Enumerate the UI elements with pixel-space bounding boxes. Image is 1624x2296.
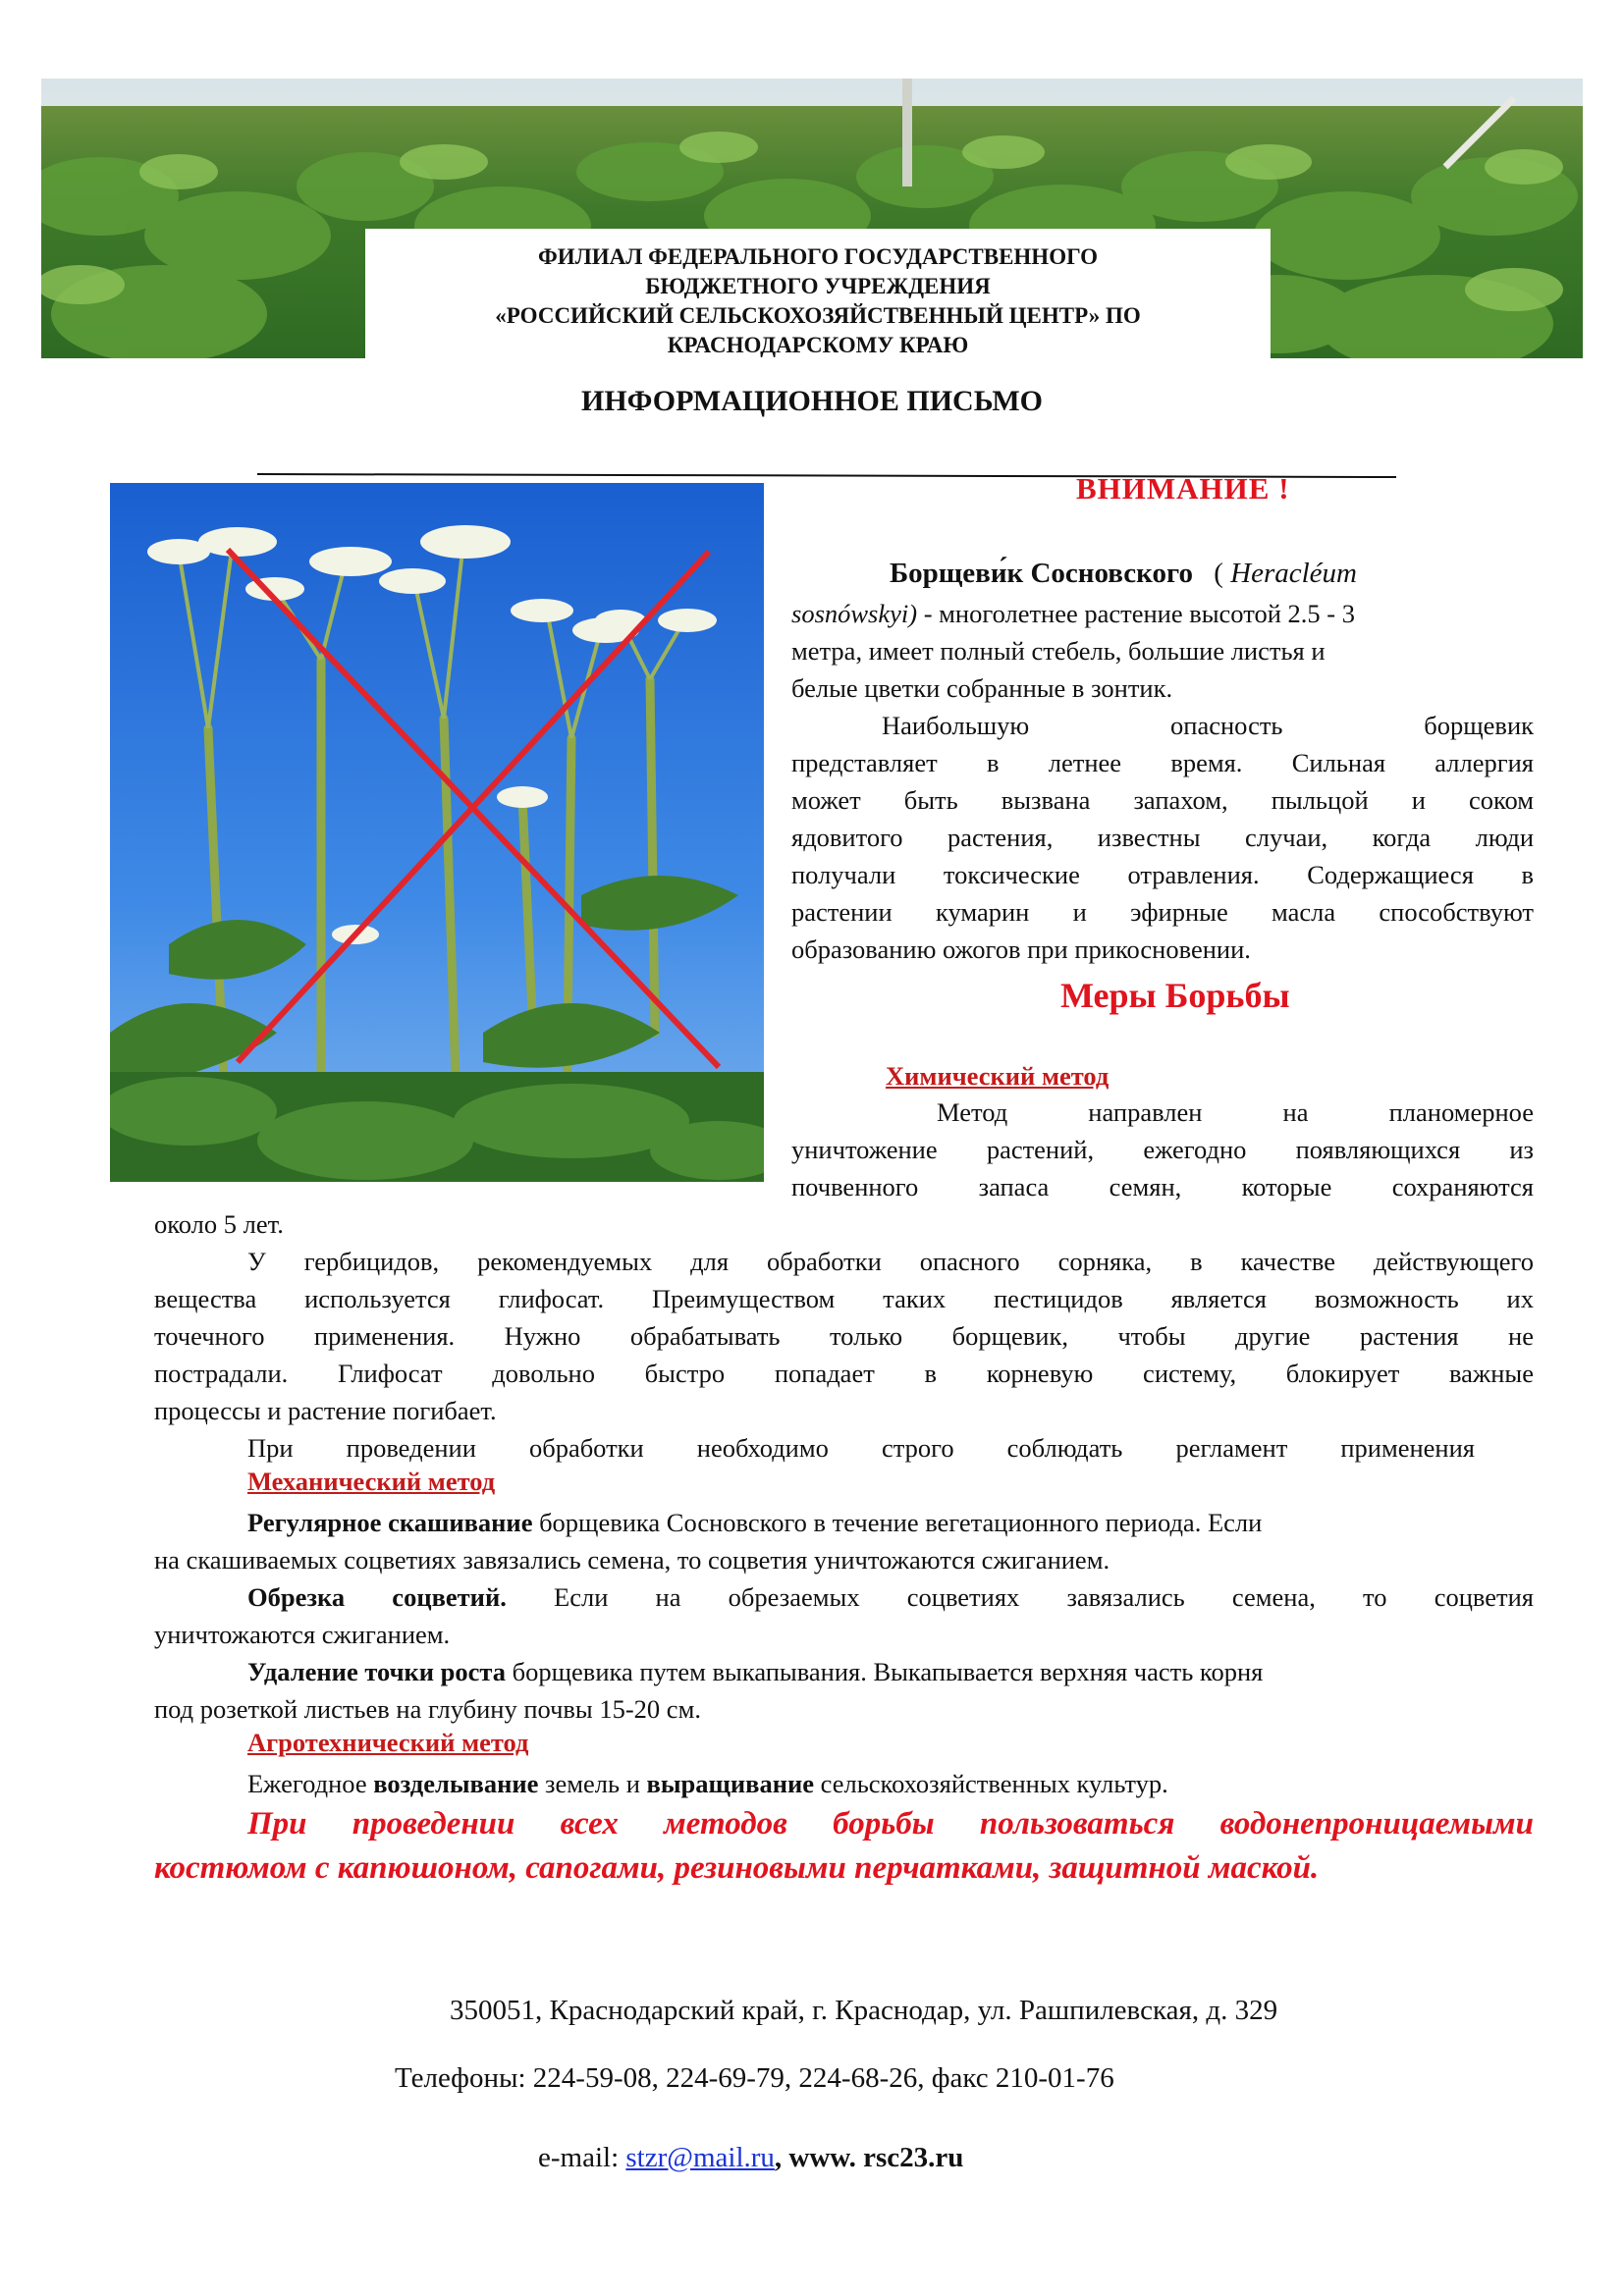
agro-text: земель и	[538, 1769, 647, 1798]
latin-name: Heracléum	[1230, 558, 1357, 589]
address: 350051, Краснодарский край, г. Краснодар, ул. Рашпилевская, д. 329	[450, 1995, 1278, 2026]
letter-title: ИНФОРМАЦИОННОЕ ПИСЬМО	[580, 385, 1043, 417]
danger-line: образованию ожогов при прикосновении.	[791, 934, 1251, 964]
warning-line: костюмом с капюшоном, сапогами, резиновыми перчатками, защитной маской.	[154, 1850, 1320, 1886]
mowing-text: борщевика Сосновского в течение вегетационного периода. Если	[532, 1508, 1263, 1537]
safety-warning	[154, 1802, 1534, 1891]
root-removal-text: борщевика путем выкапывания. Выкапывается верхняя часть корня	[506, 1657, 1264, 1686]
chemical-method-heading: Химический метод	[886, 1061, 1110, 1091]
herbicide-line: У гербицидов, рекомендуемых для обработки опасного сорняка, в качестве действующего	[247, 1247, 1534, 1276]
organization-line: БЮДЖЕТНОГО УЧРЕЖДЕНИЯ	[645, 274, 991, 298]
intro-text: - многолетнее растение высотой 2.5 - 3	[923, 599, 1355, 628]
agro-method-heading: Агротехнический метод	[247, 1728, 529, 1757]
danger-paragraph	[791, 707, 1534, 968]
danger-line: Наибольшую опасность борщевик	[882, 711, 1534, 740]
mowing-line	[154, 1504, 1534, 1541]
attention-heading: ВНИМАНИЕ !	[1076, 471, 1290, 506]
cutting-line: уничтожаются сжиганием.	[154, 1620, 451, 1649]
hogweed-photo	[110, 483, 764, 1182]
danger-line: может быть вызвана запахом, пыльцой и соком	[791, 785, 1534, 815]
intro-line: белые цветки собранные в зонтик.	[791, 673, 1173, 703]
herbicide-line: процессы и растение погибает.	[154, 1396, 497, 1425]
agro-line	[247, 1765, 1168, 1802]
agro-text: сельскохозяйственных культур.	[814, 1769, 1168, 1798]
agro-bold: выращивание	[646, 1769, 815, 1798]
plant-heading	[890, 558, 1357, 590]
warning-line: При проведении всех методов борьбы пользоваться водонепроницаемыми	[247, 1806, 1534, 1842]
danger-line: растении кумарин и эфирные масла способствуют	[791, 897, 1534, 927]
danger-line: ядовитого растения, известны случаи, когда люди	[791, 823, 1534, 852]
intro-line	[791, 595, 1534, 632]
website[interactable]: , www. rsc23.ru	[774, 2142, 964, 2173]
herbicide-paragraph	[154, 1243, 1534, 1429]
root-removal-line: под розеткой листьев на глубину почвы 15-20 см.	[154, 1694, 701, 1724]
email-line	[538, 2142, 963, 2174]
herbicide-line: точечного применения. Нужно обрабатывать только борщевик, чтобы другие растения не	[154, 1321, 1534, 1351]
cutting-bold: Обрезка соцветий.	[247, 1582, 507, 1612]
measures-heading: Меры Борьбы	[1060, 976, 1290, 1015]
danger-line: получали токсические отравления. Содержащиеся в	[791, 860, 1534, 889]
intro-line: метра, имеет полный стебель, большие листья и	[791, 636, 1326, 666]
mechanical-paragraph	[154, 1504, 1534, 1728]
organization-line: КРАСНОДАРСКОМУ КРАЮ	[667, 333, 969, 357]
organization-line: «РОССИЙСКИЙ СЕЛЬСКОХОЗЯЙСТВЕННЫЙ ЦЕНТР» ПО	[495, 303, 1141, 328]
chemical-line: почвенного запаса семян, которые сохраняются	[791, 1172, 1534, 1201]
chemical-line: Метод направлен на планомерное	[937, 1097, 1534, 1127]
chemical-line: уничтожение растений, ежегодно появляющихся из	[791, 1135, 1534, 1164]
agro-bold: возделывание	[373, 1769, 539, 1798]
phones: Телефоны: 224-59-08, 224-69-79, 224-68-26, факс 210-01-76	[395, 2062, 1114, 2094]
mechanical-method-heading: Механический метод	[247, 1467, 496, 1496]
root-removal-bold: Удаление точки роста	[247, 1657, 507, 1686]
chemical-paragraph	[791, 1094, 1534, 1205]
regulation-text: При проведении обработки необходимо строго соблюдать регламент применения	[247, 1433, 1475, 1463]
herbicide-line: вещества используется глифосат. Преимуществом таких пестицидов является возможность их	[154, 1284, 1534, 1313]
herbicide-line: пострадали. Глифосат довольно быстро попадает в корневую систему, блокирует важные	[154, 1359, 1534, 1388]
danger-line: представляет в летнее время. Сильная аллергия	[791, 748, 1534, 777]
mowing-line: на скашиваемых соцветиях завязались семена, то соцветия уничтожаются сжиганием.	[154, 1545, 1110, 1575]
agro-text: Ежегодное	[247, 1769, 374, 1798]
paren-open: (	[1214, 558, 1223, 589]
regulation-line	[247, 1429, 1475, 1467]
root-removal-line	[154, 1653, 1534, 1690]
email-link[interactable]: stzr@mail.ru	[625, 2142, 775, 2173]
organization-line: ФИЛИАЛ ФЕДЕРАЛЬНОГО ГОСУДАРСТВЕННОГО	[537, 244, 1099, 269]
plant-name: Борщеви́к Сосновского	[890, 558, 1193, 589]
chemical-line: около 5 лет.	[154, 1209, 284, 1239]
mowing-bold: Регулярное скашивание	[247, 1508, 533, 1537]
organization-name	[365, 229, 1271, 368]
latin-name-cont: sosnówskyi)	[791, 599, 918, 628]
cutting-text: Если на обрезаемых соцветиях завязались семена, то соцветия	[506, 1582, 1534, 1612]
cutting-line	[154, 1578, 1534, 1616]
email-label: e-mail:	[538, 2142, 626, 2173]
